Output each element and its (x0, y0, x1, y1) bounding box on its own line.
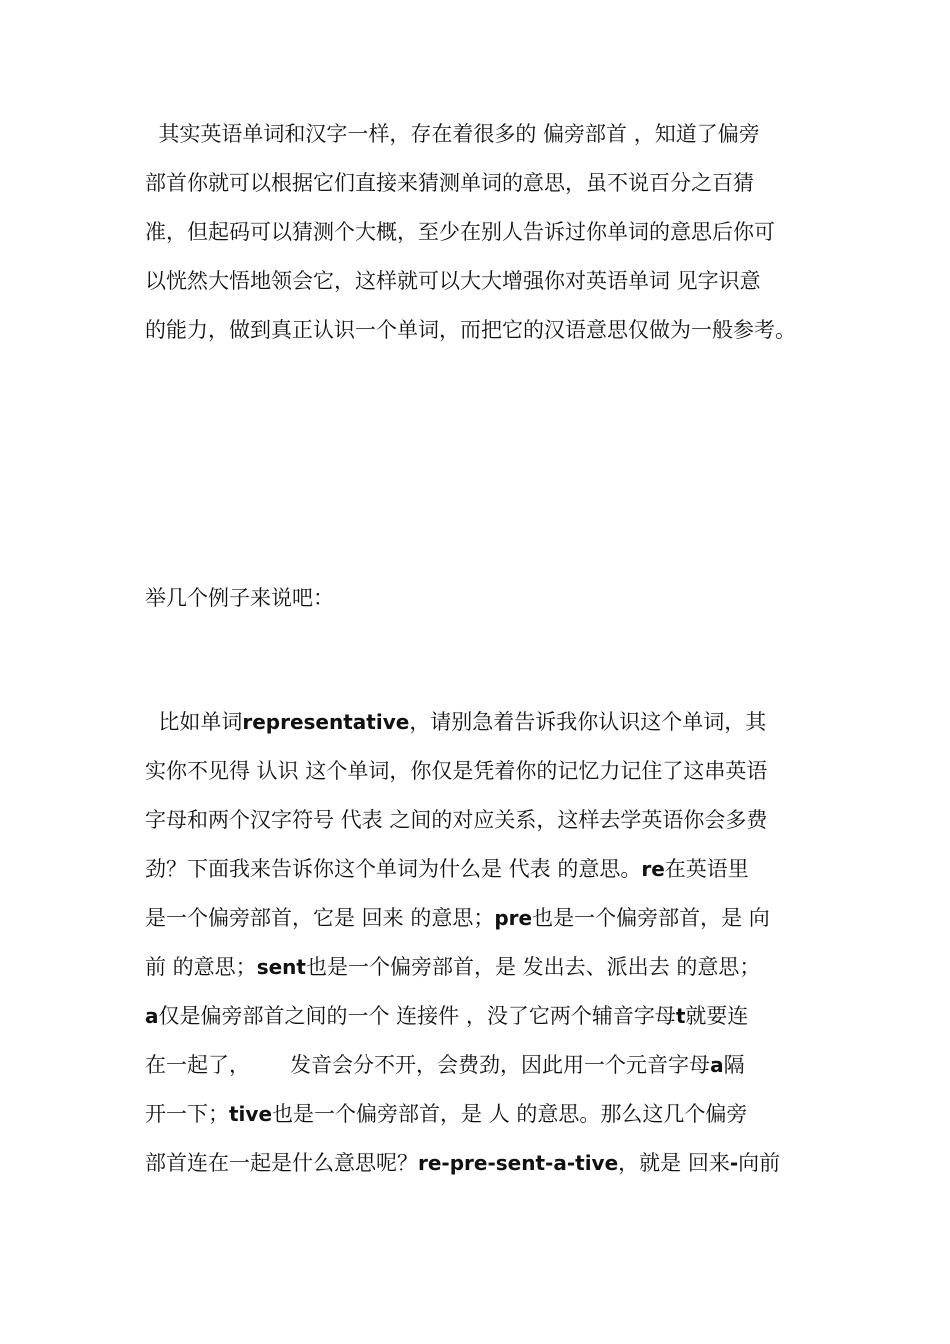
text-line: 举几个例子来说吧： (145, 586, 334, 610)
english-word: t (675, 1004, 686, 1028)
text-line (145, 698, 815, 747)
text-run: 也是一个偏旁部首，是 人 的意思。那么这几个偏旁 (272, 1102, 748, 1126)
text-line (145, 1090, 815, 1139)
english-word: a (145, 1004, 159, 1028)
text-line: 准，但起码可以猜测个大概，至少在别人告诉过你单词的意思后你可 (145, 220, 775, 244)
intro-paragraph (145, 110, 815, 355)
text-line: 以恍然大悟地领会它，这样就可以大大增强你对英语单词 见字识意 (145, 269, 761, 293)
text-run: 就要连 (685, 1004, 749, 1028)
text-run: 劲？下面我来告诉你这个单词为什么是 代表 的意思。 (145, 857, 642, 881)
text-line: 实你不见得 认识 这个单词，你仅是凭着你的记忆力记住了这串英语 (145, 759, 768, 783)
text-run: 是一个偏旁部首，它是 回来 的意思； (145, 906, 495, 930)
text-run: 向前 (738, 1151, 781, 1175)
text-run: 仅是偏旁部首之间的一个 连接件 ，没了它两个辅音字母 (158, 1004, 676, 1028)
english-word: tive (229, 1102, 273, 1126)
text-run: 前 的意思； (145, 955, 257, 979)
text-run: 部首连在一起是什么意思呢？ (145, 1151, 418, 1175)
example-paragraph (145, 698, 815, 1188)
text-line: 的能力，做到真正认识一个单词，而把它的汉语意思仅做为一般参考。 (145, 318, 796, 342)
english-word: representative (242, 710, 410, 734)
english-word: sent (256, 955, 306, 979)
text-line (145, 1041, 815, 1090)
text-run: 也是一个偏旁部首，是 向 (532, 906, 770, 930)
text-run: 在英语里 (664, 857, 749, 881)
text-run: 也是一个偏旁部首，是 发出去、派出去 的意思； (305, 955, 761, 979)
text-line: 其实英语单词和汉字一样，存在着很多的 偏旁部首 ，知道了偏旁 (145, 122, 760, 146)
text-line: 字母和两个汉字符号 代表 之间的对应关系，这样去学英语你会多费 (145, 808, 768, 832)
text-run: ，请别急着告诉我你认识这个单词，其 (409, 710, 767, 734)
text-line (145, 943, 815, 992)
text-run: 比如单词 (145, 710, 243, 734)
english-word: re (641, 857, 665, 881)
text-run: 隔 (723, 1053, 745, 1077)
text-line (145, 845, 815, 894)
english-word: a (710, 1053, 724, 1077)
text-line (145, 992, 815, 1041)
examples-heading (145, 574, 815, 623)
text-run: 在一起了， 发音会分不开，会费劲，因此用一个元音字母 (145, 1053, 711, 1077)
english-word: re-pre-sent-a-tive (418, 1151, 619, 1175)
text-line (145, 894, 815, 943)
text-run: ，就是 回来 (618, 1151, 730, 1175)
text-line (145, 1139, 815, 1188)
text-run: 开一下； (145, 1102, 229, 1126)
english-word: pre (494, 906, 533, 930)
text-line: 部首你就可以根据它们直接来猜测单词的意思，虽不说百分之百猜 (145, 171, 754, 195)
hyphen: - (729, 1151, 739, 1175)
